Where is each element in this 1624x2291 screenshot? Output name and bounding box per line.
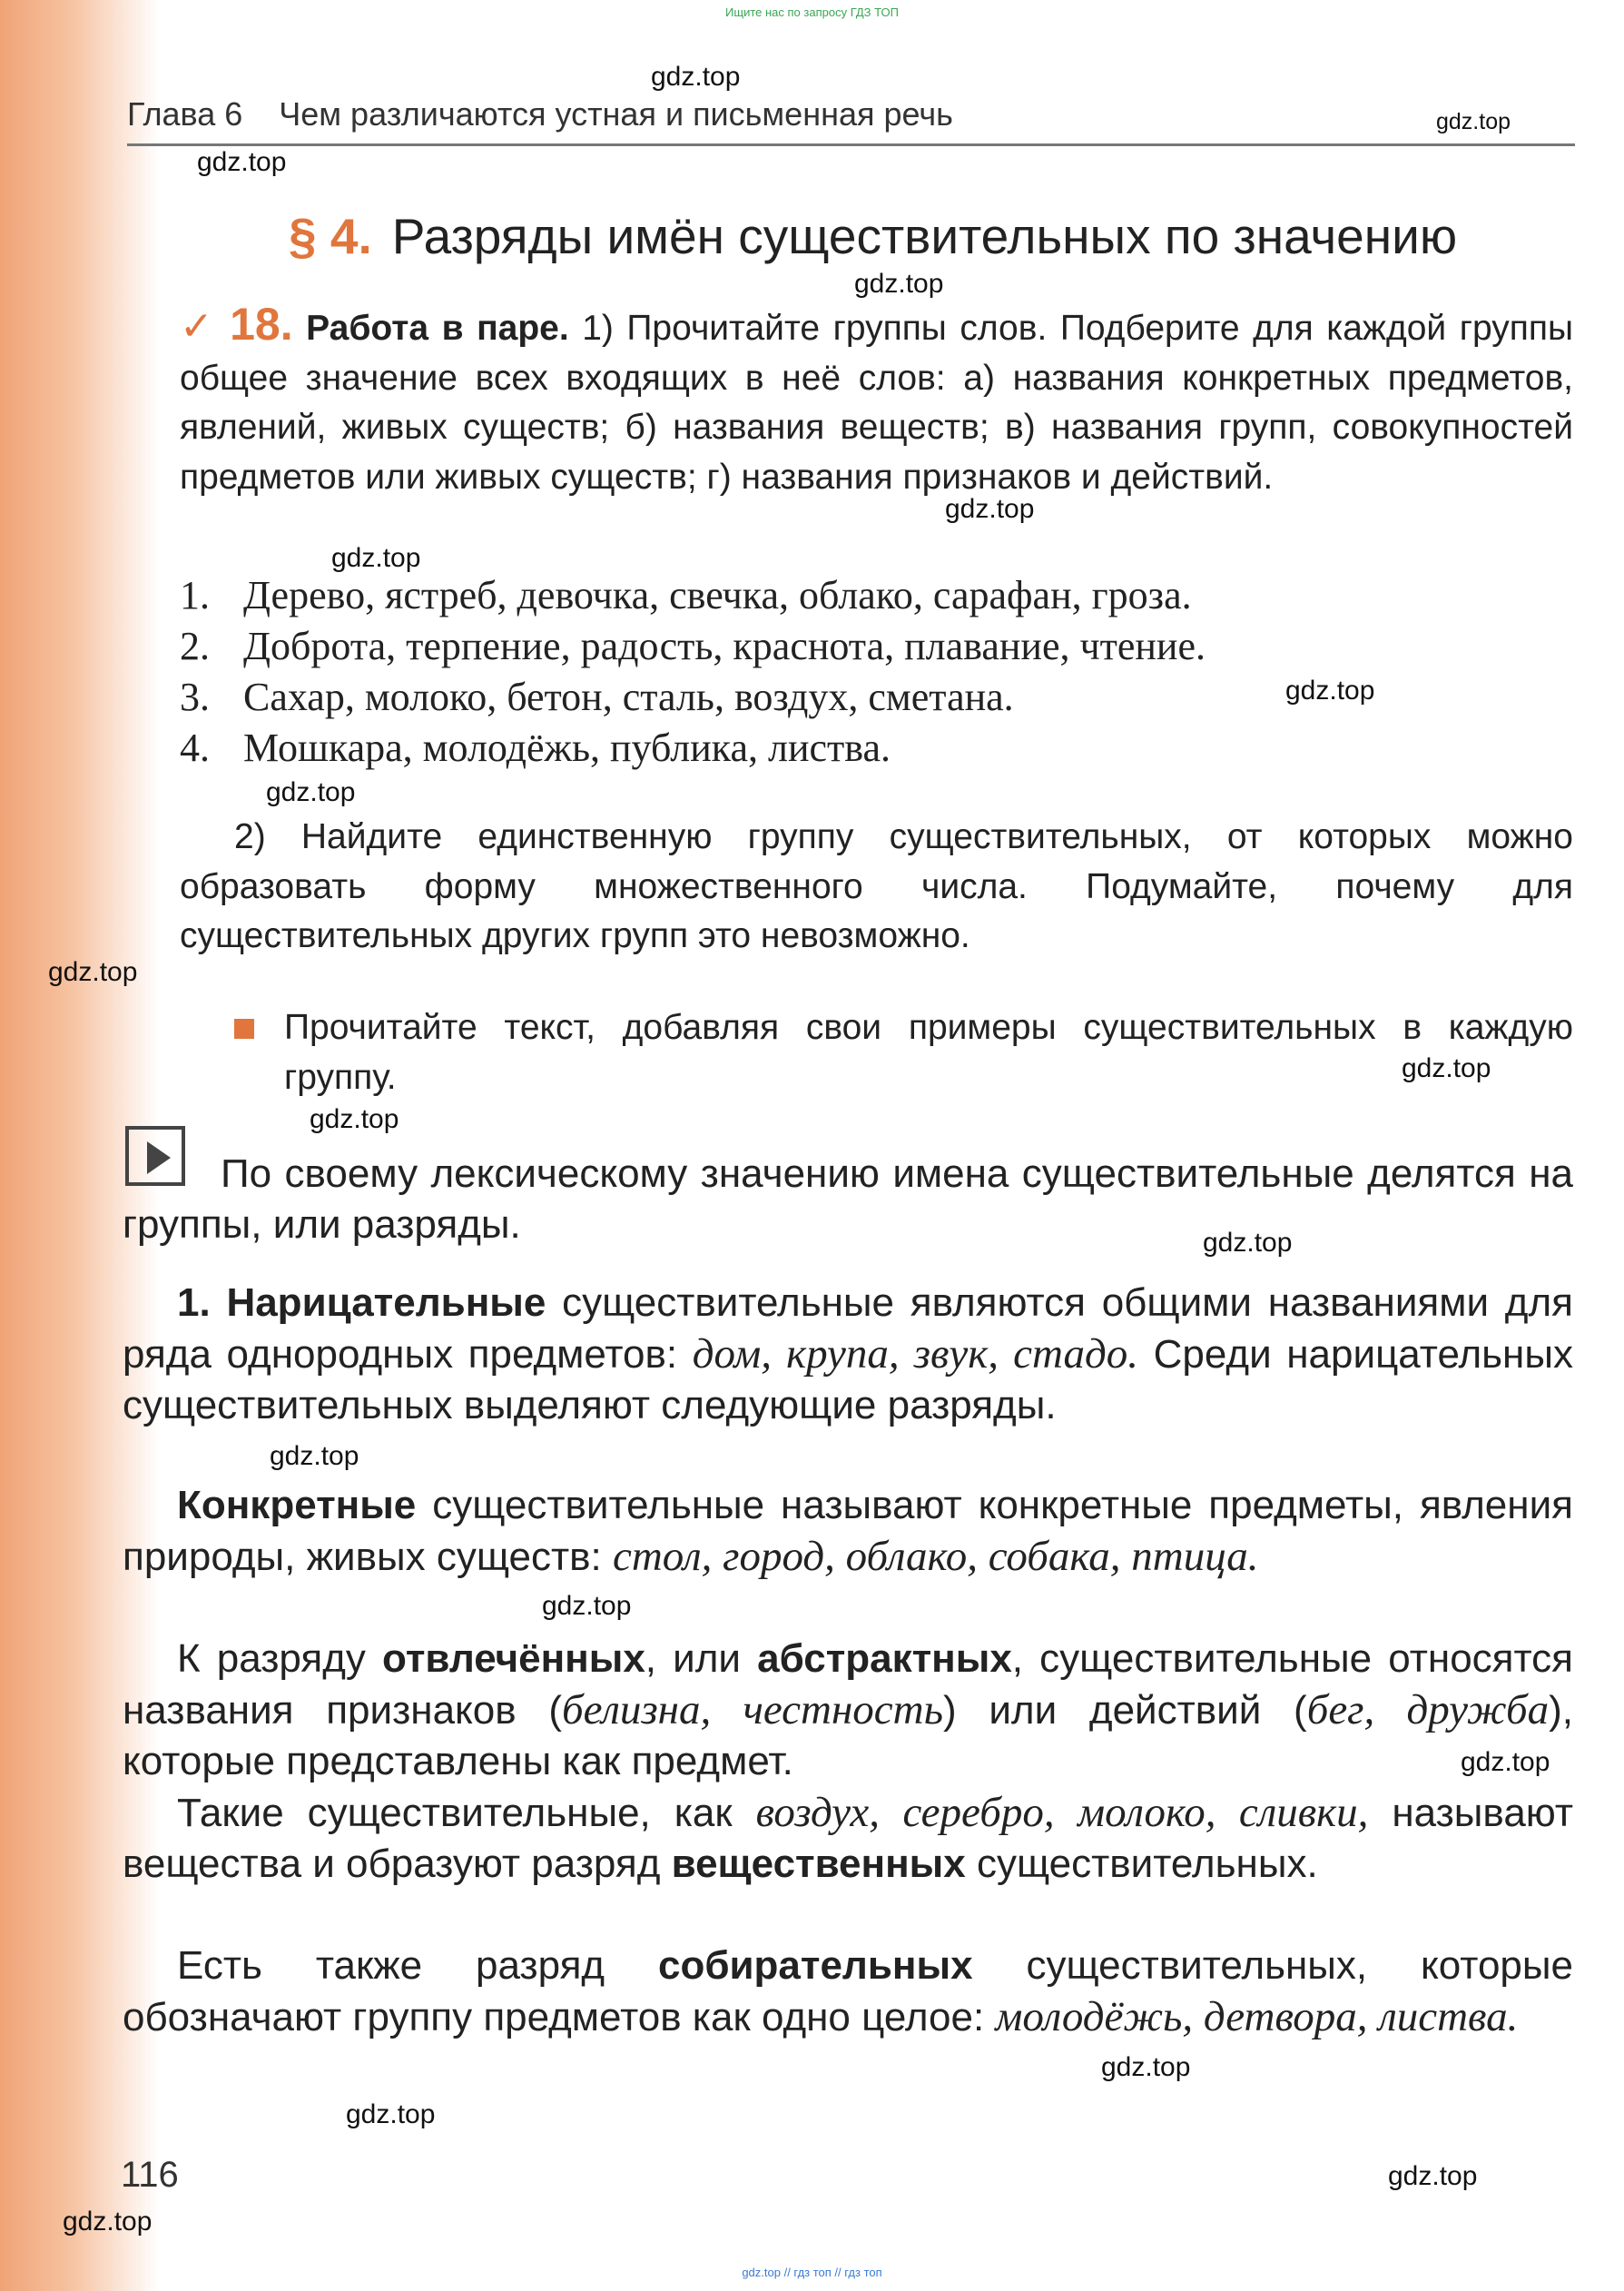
list-item: 1. Дерево, ястреб, девочка, свечка, облако, сарафан, гроза. bbox=[180, 573, 1192, 617]
bullet-task: Прочитайте текст, добавляя свои примеры существительных в каждую группу. bbox=[284, 1008, 1573, 1097]
theory-common-nouns: 1. Нарицательные существительные являются общими названиями для ряда однородных предметов: дом, крупа, звук, стадо. Среди нарицательных существительных выделяют следующие разряды. bbox=[123, 1280, 1573, 1427]
page-number: 116 bbox=[121, 2155, 179, 2195]
watermark: gdz.top bbox=[542, 1591, 632, 1621]
watermark: gdz.top bbox=[197, 147, 287, 177]
watermark: gdz.top bbox=[651, 62, 741, 92]
watermark: gdz.top bbox=[266, 777, 356, 807]
running-header bbox=[127, 95, 953, 133]
task-text: 1) Прочитайте группы слов. Подберите для каждой группы общее значение всех входящих в неё слов: а) названия конкретных предметов, явлений, живых существ; б) названия веществ; в) названия групп, совокупностей предметов или живых существ; г) названия признаков и действий. bbox=[180, 309, 1573, 497]
list-item: 4. Мошкара, молодёжь, публика, листва. bbox=[180, 726, 891, 770]
list-item: 3. Сахар, молоко, бетон, сталь, воздух, сметана. bbox=[180, 675, 1014, 719]
word-groups-list bbox=[180, 570, 1206, 774]
theory-intro: По своему лексическому значению имена существительные делятся на группы, или разряды. bbox=[123, 1151, 1573, 1247]
watermark: gdz.top bbox=[346, 2099, 436, 2129]
task-18-part-2: 2) Найдите единственную группу существительных, от которых можно образовать форму множественного числа. Подумайте, почему для существительных других групп это невозможно. bbox=[180, 817, 1573, 955]
paragraph-title: Разряды имён существительных по значению bbox=[391, 208, 1458, 264]
watermark: gdz.top bbox=[63, 2207, 153, 2237]
header-divider bbox=[127, 143, 1575, 146]
watermark: gdz.top bbox=[310, 1104, 399, 1134]
chapter-label: Глава 6 bbox=[127, 95, 243, 133]
watermark: gdz.top bbox=[854, 269, 944, 299]
orange-square-icon bbox=[234, 1019, 254, 1039]
task-lead: Работа в паре. bbox=[306, 309, 569, 348]
watermark: gdz.top bbox=[1203, 1228, 1293, 1258]
checkmark-icon: ✓ bbox=[180, 304, 217, 349]
watermark: gdz.top bbox=[945, 494, 1035, 524]
theory-concrete-nouns: Конкретные существительные называют конкретные предметы, явления природы, живых существ: стол, город, облако, собака, птица. bbox=[123, 1483, 1573, 1580]
watermark: gdz.top bbox=[1101, 2052, 1191, 2082]
watermark: gdz.top bbox=[1402, 1053, 1491, 1083]
paragraph-number: § 4. bbox=[289, 208, 372, 264]
watermark: gdz.top bbox=[1285, 676, 1375, 706]
watermark: gdz.top bbox=[1388, 2161, 1478, 2191]
theory-abstract-nouns: К разряду отвлечённых, или абстрактных, существительные относятся названия признаков (белизна, честность) или действий (бег, дружба), которые представлены как предмет. bbox=[123, 1636, 1573, 1783]
chapter-title: Чем различаются устная и письменная речь bbox=[279, 95, 953, 133]
watermark: gdz.top bbox=[1436, 109, 1511, 134]
paragraph-heading bbox=[289, 207, 1457, 265]
watermark: gdz.top bbox=[331, 543, 421, 573]
bottom-note: gdz.top // гдз топ // гдз топ bbox=[742, 2266, 882, 2279]
watermark: gdz.top bbox=[270, 1441, 359, 1471]
theory-collective-nouns: Есть также разряд собирательных существительных, которые обозначают группу предметов как одно целое: молодёжь, детвора, листва. bbox=[123, 1943, 1573, 2040]
watermark: gdz.top bbox=[1461, 1747, 1550, 1777]
watermark: gdz.top bbox=[48, 957, 138, 987]
task-number: 18. bbox=[230, 299, 293, 350]
task-18 bbox=[180, 300, 1573, 502]
top-note: Ищите нас по запросу ГДЗ ТОП bbox=[725, 5, 899, 19]
list-item: 2. Доброта, терпение, радость, краснота, плавание, чтение. bbox=[180, 624, 1206, 668]
theory-material-nouns: Такие существительные, как воздух, серебро, молоко, сливки, называют вещества и образуют разряд вещественных существительных. bbox=[123, 1789, 1573, 1886]
